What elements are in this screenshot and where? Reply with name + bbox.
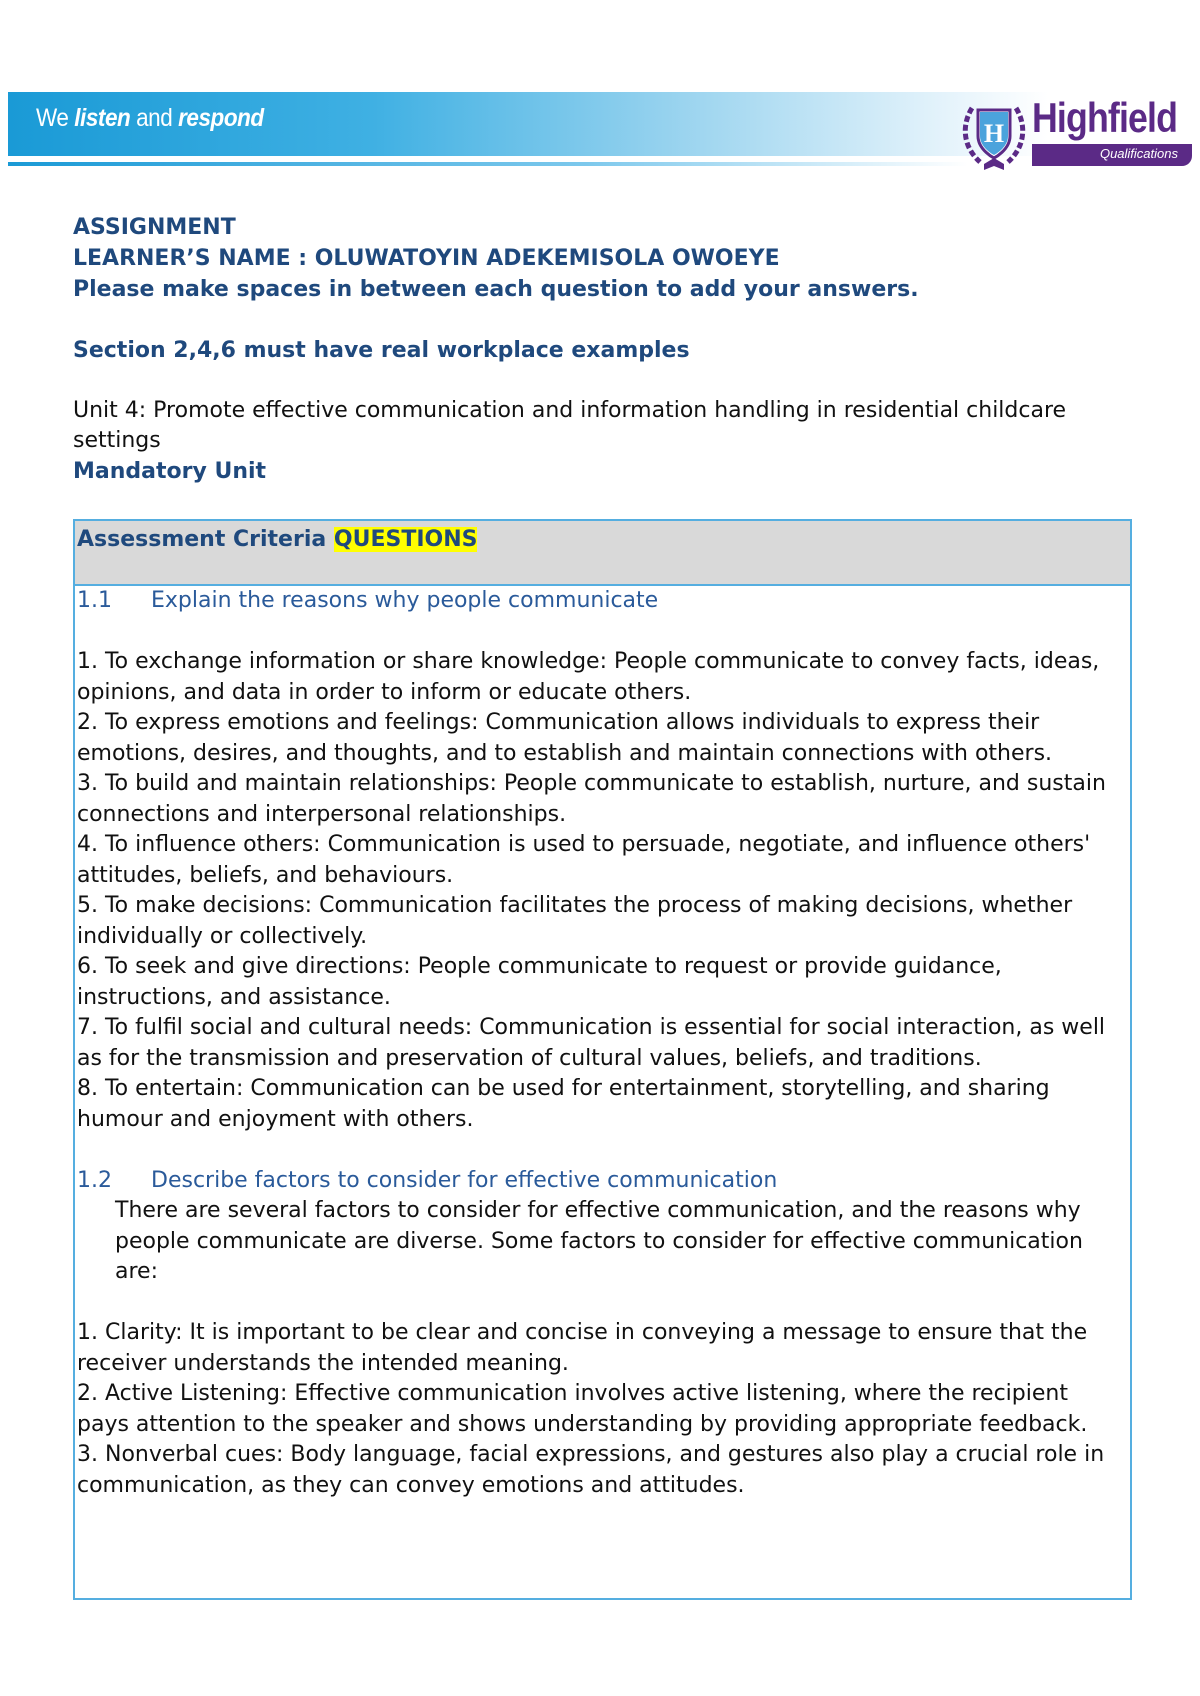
mandatory-unit: Mandatory Unit	[73, 459, 267, 484]
assignment-header	[73, 212, 1133, 487]
instruction-text: Please make spaces in between each question to add your answers.	[73, 277, 919, 302]
answer-item: 3. Nonverbal cues: Body language, facial expressions, and gestures also play a crucial role in communication, as they can convey emotions and attitudes.	[77, 1442, 1105, 1498]
svg-text:H: H	[983, 119, 1005, 148]
answer-item: 2. To express emotions and feelings: Communication allows individuals to express their emotions, desires, and thoughts, and to establish and maintain connections with others.	[77, 710, 1053, 766]
answer-item: 2. Active Listening: Effective communication involves active listening, where the recipient pays attention to the speaker and shows understanding by providing appropriate feedback.	[77, 1381, 1088, 1437]
logo-wordmark: Highfield	[1032, 94, 1178, 141]
assessment-table	[73, 519, 1132, 1600]
answer-item: 4. To influence others: Communication is used to persuade, negotiate, and influence others' attitudes, beliefs, and behaviours.	[77, 832, 1091, 888]
banner-underline	[8, 162, 968, 166]
header-banner	[8, 92, 1194, 176]
questions-highlight: QUESTIONS	[333, 527, 478, 552]
answer-intro: There are several factors to consider for effective communication, and the reasons why people communicate are diverse. Some factors to consider for effective communication are:	[115, 1198, 1083, 1284]
question-1-2	[77, 1166, 1126, 1197]
answer-item: 1. Clarity: It is important to be clear and concise in conveying a message to ensure that the receiver understands the intended meaning.	[77, 1320, 1088, 1376]
learner-name: LEARNER’S NAME : OLUWATOYIN ADEKEMISOLA OWOEYE	[73, 246, 780, 271]
question-number: 1.1	[77, 588, 112, 613]
laurel-crest-icon	[958, 96, 1030, 172]
answer-item: 1. To exchange information or share knowledge: People communicate to convey facts, ideas, opinions, and data in order to inform or educate others.	[77, 649, 1100, 705]
unit-title: Unit 4: Promote effective communication and information handling in residential childcare settings	[73, 398, 1067, 453]
banner-strip	[8, 92, 1048, 156]
tagline: We listen and respond	[36, 104, 264, 132]
answer-item: 5. To make decisions: Communication facilitates the process of making decisions, whether individually or collectively.	[77, 893, 1073, 949]
answer-item: 6. To seek and give directions: People communicate to request or provide guidance, instructions, and assistance.	[77, 954, 1002, 1010]
highfield-logo	[958, 96, 1194, 172]
assignment-title: ASSIGNMENT	[73, 215, 236, 240]
answer-item: 3. To build and maintain relationships: People communicate to establish, nurture, and sustain connections and interpersonal relationships.	[77, 771, 1106, 827]
question-title: Explain the reasons why people communicate	[151, 588, 659, 613]
logo-subtitle: Qualifications	[1099, 146, 1178, 161]
logo-subbar	[1032, 144, 1192, 166]
question-1-1	[77, 586, 1126, 617]
table-body	[75, 586, 1130, 1501]
table-header-label: Assessment Criteria	[77, 527, 334, 552]
section-note: Section 2,4,6 must have real workplace examples	[73, 338, 690, 363]
answer-item: 8. To entertain: Communication can be used for entertainment, storytelling, and sharing humour and enjoyment with others.	[77, 1076, 1050, 1132]
answer-item: 7. To fulfil social and cultural needs: Communication is essential for social interaction, as well as for the transmission and preservation of cultural values, beliefs, and traditions.	[77, 1015, 1106, 1071]
table-header	[75, 521, 1130, 586]
question-number: 1.2	[77, 1167, 112, 1193]
question-title: Describe factors to consider for effective communication	[151, 1167, 778, 1193]
